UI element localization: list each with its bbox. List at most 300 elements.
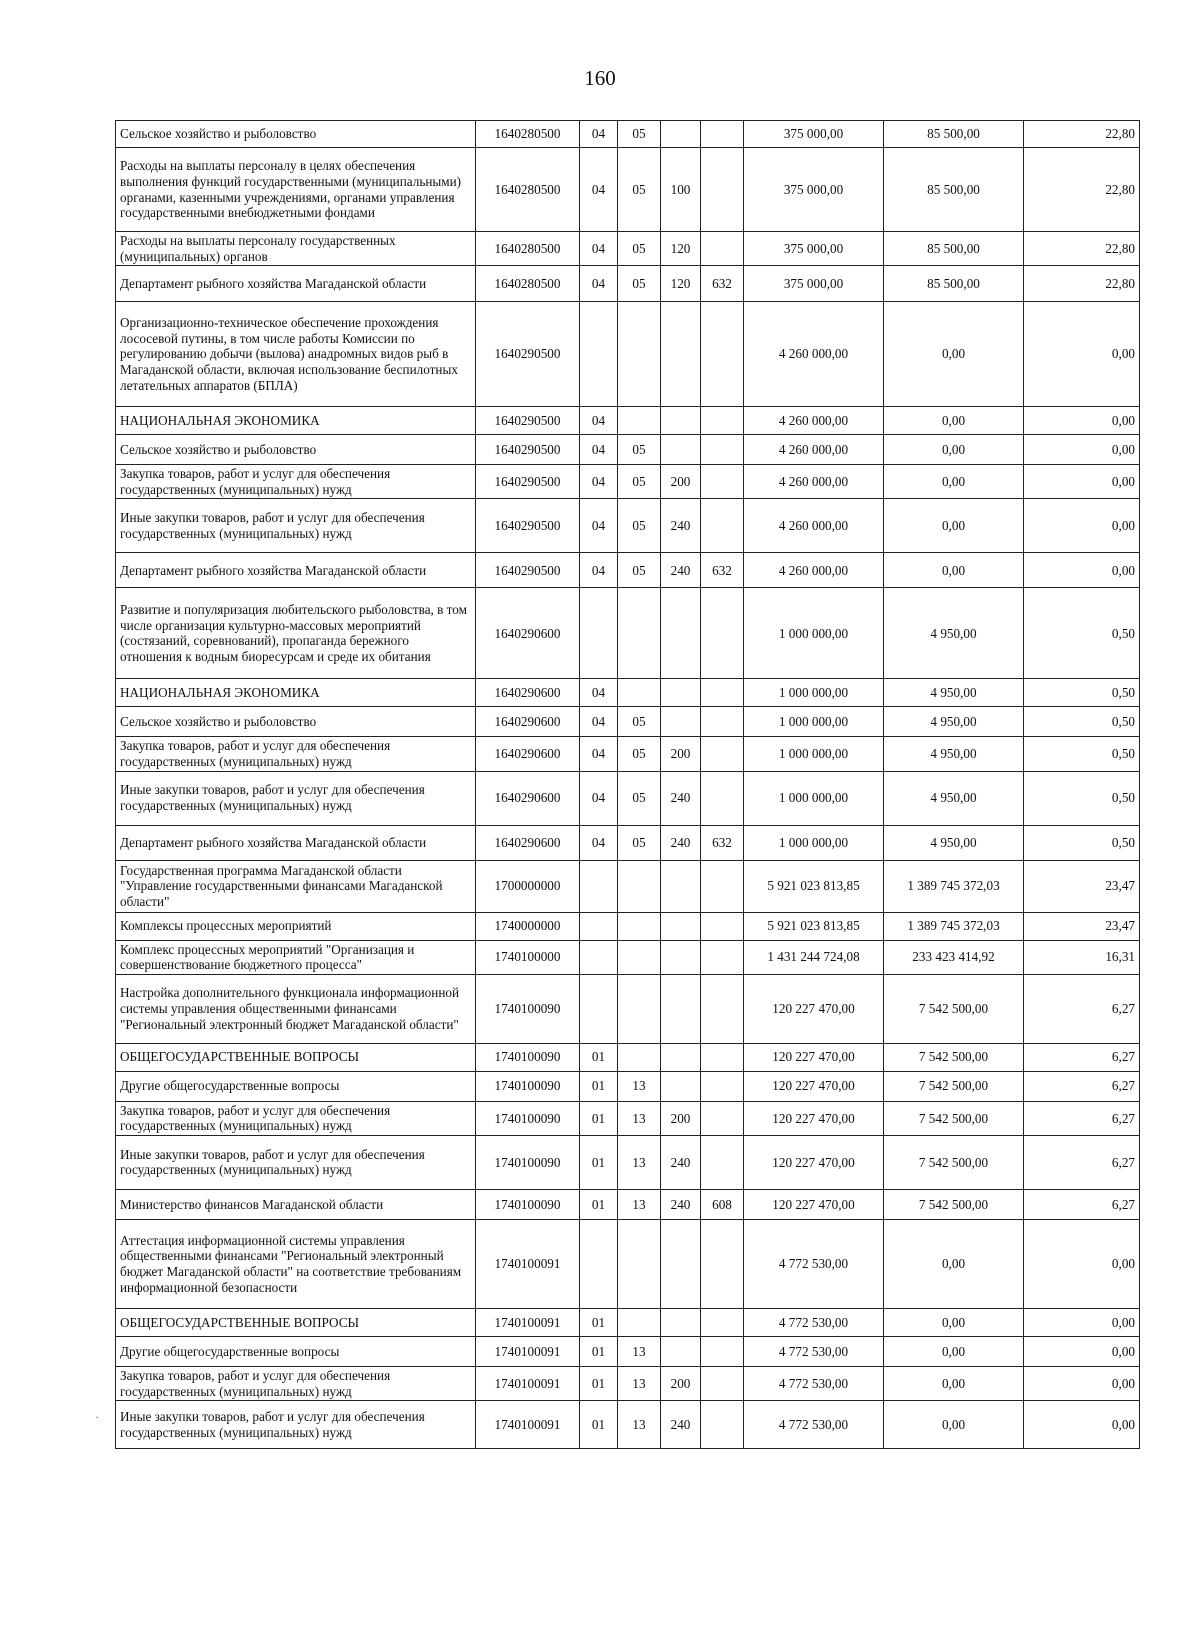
row-subsection — [618, 974, 661, 1043]
row-section — [580, 940, 618, 974]
row-planned-amount: 120 227 470,00 — [744, 974, 884, 1043]
row-section: 04 — [580, 553, 618, 588]
row-planned-amount: 1 000 000,00 — [744, 825, 884, 860]
row-name: Министерство финансов Магаданской области — [116, 1189, 476, 1219]
row-name: Комплексы процессных мероприятий — [116, 912, 476, 940]
row-planned-amount: 1 000 000,00 — [744, 707, 884, 737]
row-target-code: 1640290500 — [476, 435, 580, 465]
row-execution-percent: 6,27 — [1024, 1135, 1140, 1189]
table-row — [116, 1043, 1140, 1071]
row-target-code: 1740100091 — [476, 1308, 580, 1336]
row-admin-code — [701, 1401, 744, 1449]
row-admin-code — [701, 771, 744, 825]
row-execution-percent: 6,27 — [1024, 1101, 1140, 1135]
row-planned-amount: 4 260 000,00 — [744, 465, 884, 499]
row-actual-amount: 0,00 — [884, 465, 1024, 499]
row-expense-type — [661, 679, 701, 707]
row-planned-amount: 375 000,00 — [744, 121, 884, 148]
row-target-code: 1740100091 — [476, 1219, 580, 1308]
row-admin-code — [701, 1071, 744, 1101]
row-section: 04 — [580, 266, 618, 302]
row-execution-percent: 0,00 — [1024, 553, 1140, 588]
row-admin-code — [701, 1135, 744, 1189]
row-expense-type — [661, 1219, 701, 1308]
row-target-code: 1740100091 — [476, 1366, 580, 1400]
row-name: Сельское хозяйство и рыболовство — [116, 435, 476, 465]
row-section — [580, 588, 618, 679]
row-execution-percent: 0,50 — [1024, 737, 1140, 771]
row-subsection: 13 — [618, 1401, 661, 1449]
row-actual-amount: 85 500,00 — [884, 148, 1024, 232]
row-admin-code — [701, 679, 744, 707]
row-admin-code: 632 — [701, 553, 744, 588]
row-target-code: 1640290500 — [476, 302, 580, 407]
row-section: 04 — [580, 232, 618, 266]
row-section: 04 — [580, 407, 618, 435]
table-row — [116, 1336, 1140, 1366]
row-planned-amount: 4 260 000,00 — [744, 302, 884, 407]
row-expense-type: 240 — [661, 499, 701, 553]
table-row — [116, 588, 1140, 679]
row-execution-percent: 0,00 — [1024, 1401, 1140, 1449]
row-planned-amount: 4 260 000,00 — [744, 499, 884, 553]
row-section: 01 — [580, 1336, 618, 1366]
table-row — [116, 860, 1140, 912]
row-section: 01 — [580, 1189, 618, 1219]
row-planned-amount: 4 772 530,00 — [744, 1219, 884, 1308]
row-execution-percent: 0,00 — [1024, 1219, 1140, 1308]
row-admin-code — [701, 1366, 744, 1400]
row-admin-code — [701, 1101, 744, 1135]
row-target-code: 1640290500 — [476, 465, 580, 499]
row-target-code: 1740100090 — [476, 1101, 580, 1135]
row-section: 04 — [580, 435, 618, 465]
table-row — [116, 499, 1140, 553]
row-expense-type — [661, 588, 701, 679]
row-expense-type — [661, 435, 701, 465]
row-target-code: 1740100090 — [476, 974, 580, 1043]
row-planned-amount: 5 921 023 813,85 — [744, 912, 884, 940]
row-planned-amount: 120 227 470,00 — [744, 1189, 884, 1219]
row-admin-code — [701, 588, 744, 679]
row-section: 01 — [580, 1366, 618, 1400]
row-planned-amount: 375 000,00 — [744, 232, 884, 266]
row-subsection — [618, 588, 661, 679]
row-admin-code — [701, 1336, 744, 1366]
row-subsection — [618, 679, 661, 707]
row-execution-percent: 0,50 — [1024, 707, 1140, 737]
table-row — [116, 707, 1140, 737]
row-admin-code: 632 — [701, 266, 744, 302]
row-admin-code — [701, 499, 744, 553]
table-row — [116, 1308, 1140, 1336]
row-section — [580, 974, 618, 1043]
row-subsection: 05 — [618, 232, 661, 266]
row-name: Другие общегосударственные вопросы — [116, 1336, 476, 1366]
row-admin-code — [701, 121, 744, 148]
scan-mark: . — [96, 1410, 99, 1421]
table-row — [116, 302, 1140, 407]
row-actual-amount: 0,00 — [884, 1219, 1024, 1308]
row-name: Организационно-техническое обеспечение прохождения лососевой путины, в том числе работы Комиссии по регулированию добычи (вылова) анадромных видов рыб в Магаданской области, включая использование беспилотных летательных аппаратов (БПЛА) — [116, 302, 476, 407]
row-actual-amount: 85 500,00 — [884, 121, 1024, 148]
row-actual-amount: 4 950,00 — [884, 771, 1024, 825]
row-name: Иные закупки товаров, работ и услуг для обеспечения государственных (муниципальных) нужд — [116, 499, 476, 553]
row-section: 04 — [580, 121, 618, 148]
row-expense-type — [661, 1071, 701, 1101]
row-actual-amount: 7 542 500,00 — [884, 974, 1024, 1043]
row-name: Сельское хозяйство и рыболовство — [116, 121, 476, 148]
row-section: 01 — [580, 1308, 618, 1336]
row-target-code: 1640290600 — [476, 737, 580, 771]
row-actual-amount: 7 542 500,00 — [884, 1189, 1024, 1219]
row-name: Иные закупки товаров, работ и услуг для обеспечения государственных (муниципальных) нужд — [116, 1135, 476, 1189]
row-actual-amount: 0,00 — [884, 1401, 1024, 1449]
row-section — [580, 860, 618, 912]
row-target-code: 1740100091 — [476, 1336, 580, 1366]
table-row — [116, 737, 1140, 771]
row-name: Развитие и популяризация любительского рыболовства, в том числе организация культурно-массовых мероприятий (состязаний, соревнований), пропаганда бережного отношения к водным биоресурсам и среде их обитания — [116, 588, 476, 679]
row-execution-percent: 0,50 — [1024, 771, 1140, 825]
row-name: Другие общегосударственные вопросы — [116, 1071, 476, 1101]
row-name: Закупка товаров, работ и услуг для обеспечения государственных (муниципальных) нужд — [116, 465, 476, 499]
row-admin-code — [701, 302, 744, 407]
row-name: Расходы на выплаты персоналу государственных (муниципальных) органов — [116, 232, 476, 266]
row-target-code: 1740100090 — [476, 1043, 580, 1071]
row-name: Иные закупки товаров, работ и услуг для обеспечения государственных (муниципальных) нужд — [116, 771, 476, 825]
row-subsection — [618, 912, 661, 940]
row-expense-type — [661, 912, 701, 940]
table-row — [116, 771, 1140, 825]
row-planned-amount: 375 000,00 — [744, 266, 884, 302]
row-expense-type: 200 — [661, 1366, 701, 1400]
row-section: 01 — [580, 1071, 618, 1101]
row-expense-type: 240 — [661, 1189, 701, 1219]
row-target-code: 1640280500 — [476, 148, 580, 232]
row-subsection: 05 — [618, 825, 661, 860]
row-subsection: 05 — [618, 553, 661, 588]
row-actual-amount: 4 950,00 — [884, 737, 1024, 771]
row-subsection: 05 — [618, 737, 661, 771]
row-planned-amount: 5 921 023 813,85 — [744, 860, 884, 912]
table-row — [116, 121, 1140, 148]
row-admin-code: 608 — [701, 1189, 744, 1219]
row-planned-amount: 120 227 470,00 — [744, 1043, 884, 1071]
row-name: ОБЩЕГОСУДАРСТВЕННЫЕ ВОПРОСЫ — [116, 1308, 476, 1336]
row-section: 04 — [580, 148, 618, 232]
row-admin-code — [701, 1308, 744, 1336]
row-subsection: 13 — [618, 1189, 661, 1219]
row-actual-amount: 4 950,00 — [884, 825, 1024, 860]
row-execution-percent: 22,80 — [1024, 121, 1140, 148]
row-expense-type — [661, 1336, 701, 1366]
row-execution-percent: 22,80 — [1024, 266, 1140, 302]
row-expense-type — [661, 707, 701, 737]
row-execution-percent: 0,00 — [1024, 499, 1140, 553]
row-subsection — [618, 1219, 661, 1308]
row-expense-type: 200 — [661, 1101, 701, 1135]
row-execution-percent: 0,00 — [1024, 1308, 1140, 1336]
row-actual-amount: 4 950,00 — [884, 588, 1024, 679]
row-section: 04 — [580, 679, 618, 707]
row-execution-percent: 16,31 — [1024, 940, 1140, 974]
row-subsection: 05 — [618, 707, 661, 737]
row-target-code: 1640280500 — [476, 266, 580, 302]
row-expense-type — [661, 407, 701, 435]
table-row — [116, 1101, 1140, 1135]
table-row — [116, 407, 1140, 435]
row-section: 04 — [580, 707, 618, 737]
row-name: Департамент рыбного хозяйства Магаданской области — [116, 553, 476, 588]
row-subsection — [618, 1043, 661, 1071]
row-section — [580, 302, 618, 407]
row-expense-type: 120 — [661, 266, 701, 302]
row-subsection — [618, 1308, 661, 1336]
row-admin-code — [701, 974, 744, 1043]
row-execution-percent: 0,00 — [1024, 302, 1140, 407]
row-expense-type — [661, 860, 701, 912]
row-target-code: 1740000000 — [476, 912, 580, 940]
row-target-code: 1640280500 — [476, 121, 580, 148]
row-planned-amount: 120 227 470,00 — [744, 1071, 884, 1101]
row-section: 04 — [580, 825, 618, 860]
row-execution-percent: 0,00 — [1024, 1336, 1140, 1366]
row-admin-code — [701, 407, 744, 435]
row-name: Расходы на выплаты персоналу в целях обеспечения выполнения функций государственными (муниципальными) органами, казенными учреждениями, органами управления государственными внебюджетными фондами — [116, 148, 476, 232]
row-planned-amount: 1 000 000,00 — [744, 737, 884, 771]
row-planned-amount: 120 227 470,00 — [744, 1101, 884, 1135]
row-name: Департамент рыбного хозяйства Магаданской области — [116, 266, 476, 302]
row-planned-amount: 4 772 530,00 — [744, 1401, 884, 1449]
row-planned-amount: 4 260 000,00 — [744, 553, 884, 588]
table-row — [116, 465, 1140, 499]
row-target-code: 1640290600 — [476, 679, 580, 707]
row-planned-amount: 4 260 000,00 — [744, 407, 884, 435]
row-name: Иные закупки товаров, работ и услуг для обеспечения государственных (муниципальных) нужд — [116, 1401, 476, 1449]
row-name: Комплекс процессных мероприятий "Организация и совершенствование бюджетного процесса" — [116, 940, 476, 974]
row-actual-amount: 7 542 500,00 — [884, 1043, 1024, 1071]
row-actual-amount: 85 500,00 — [884, 232, 1024, 266]
row-actual-amount: 1 389 745 372,03 — [884, 912, 1024, 940]
row-subsection: 05 — [618, 121, 661, 148]
row-execution-percent: 0,00 — [1024, 435, 1140, 465]
row-subsection — [618, 940, 661, 974]
row-target-code: 1640290500 — [476, 553, 580, 588]
row-admin-code: 632 — [701, 825, 744, 860]
row-subsection: 13 — [618, 1101, 661, 1135]
table-row — [116, 232, 1140, 266]
row-actual-amount: 85 500,00 — [884, 266, 1024, 302]
row-target-code: 1740100000 — [476, 940, 580, 974]
row-section — [580, 912, 618, 940]
row-name: Сельское хозяйство и рыболовство — [116, 707, 476, 737]
table-row — [116, 912, 1140, 940]
table-row — [116, 1401, 1140, 1449]
row-actual-amount: 233 423 414,92 — [884, 940, 1024, 974]
row-name: Закупка товаров, работ и услуг для обеспечения государственных (муниципальных) нужд — [116, 1101, 476, 1135]
row-target-code: 1740100090 — [476, 1135, 580, 1189]
row-expense-type: 240 — [661, 553, 701, 588]
row-expense-type: 200 — [661, 465, 701, 499]
row-admin-code — [701, 465, 744, 499]
row-execution-percent: 0,00 — [1024, 407, 1140, 435]
row-planned-amount: 4 772 530,00 — [744, 1308, 884, 1336]
table-row — [116, 148, 1140, 232]
row-execution-percent: 23,47 — [1024, 912, 1140, 940]
budget-table — [115, 120, 1140, 1449]
row-section — [580, 1219, 618, 1308]
row-subsection: 05 — [618, 266, 661, 302]
row-target-code: 1640290600 — [476, 771, 580, 825]
row-name: ОБЩЕГОСУДАРСТВЕННЫЕ ВОПРОСЫ — [116, 1043, 476, 1071]
row-target-code: 1640290500 — [476, 499, 580, 553]
row-name: Аттестация информационной системы управления общественными финансами "Региональный электронный бюджет Магаданской области" на соответствие требованиям информационной безопасности — [116, 1219, 476, 1308]
row-subsection: 13 — [618, 1336, 661, 1366]
row-admin-code — [701, 148, 744, 232]
row-target-code: 1640290600 — [476, 825, 580, 860]
row-subsection — [618, 860, 661, 912]
table-row — [116, 1366, 1140, 1400]
row-section: 01 — [580, 1043, 618, 1071]
page-number: 160 — [584, 66, 616, 90]
row-section: 04 — [580, 465, 618, 499]
row-subsection: 05 — [618, 435, 661, 465]
table-row — [116, 1135, 1140, 1189]
table-row — [116, 974, 1140, 1043]
table-row — [116, 1189, 1140, 1219]
row-planned-amount: 4 772 530,00 — [744, 1336, 884, 1366]
row-actual-amount: 4 950,00 — [884, 707, 1024, 737]
row-target-code: 1640290600 — [476, 588, 580, 679]
row-name: Государственная программа Магаданской области "Управление государственными финансами Магаданской области" — [116, 860, 476, 912]
row-execution-percent: 6,27 — [1024, 1043, 1140, 1071]
row-planned-amount: 1 431 244 724,08 — [744, 940, 884, 974]
row-name: Департамент рыбного хозяйства Магаданской области — [116, 825, 476, 860]
row-expense-type — [661, 1308, 701, 1336]
table-row — [116, 1071, 1140, 1101]
row-target-code: 1640290500 — [476, 407, 580, 435]
row-execution-percent: 22,80 — [1024, 148, 1140, 232]
row-execution-percent: 6,27 — [1024, 1189, 1140, 1219]
row-actual-amount: 4 950,00 — [884, 679, 1024, 707]
row-execution-percent: 22,80 — [1024, 232, 1140, 266]
row-actual-amount: 7 542 500,00 — [884, 1101, 1024, 1135]
row-name: НАЦИОНАЛЬНАЯ ЭКОНОМИКА — [116, 679, 476, 707]
row-section: 04 — [580, 737, 618, 771]
row-section: 01 — [580, 1401, 618, 1449]
row-actual-amount: 0,00 — [884, 302, 1024, 407]
row-expense-type: 240 — [661, 825, 701, 860]
row-expense-type: 240 — [661, 771, 701, 825]
row-admin-code — [701, 912, 744, 940]
row-actual-amount: 0,00 — [884, 435, 1024, 465]
row-section: 04 — [580, 499, 618, 553]
row-admin-code — [701, 940, 744, 974]
table-row — [116, 435, 1140, 465]
row-planned-amount: 1 000 000,00 — [744, 771, 884, 825]
row-section: 01 — [580, 1101, 618, 1135]
row-admin-code — [701, 707, 744, 737]
row-section: 04 — [580, 771, 618, 825]
table-row — [116, 553, 1140, 588]
row-planned-amount: 1 000 000,00 — [744, 679, 884, 707]
table-row — [116, 940, 1140, 974]
row-execution-percent: 0,50 — [1024, 679, 1140, 707]
row-admin-code — [701, 232, 744, 266]
row-section: 01 — [580, 1135, 618, 1189]
row-expense-type — [661, 302, 701, 407]
row-execution-percent: 6,27 — [1024, 974, 1140, 1043]
row-target-code: 1740100090 — [476, 1189, 580, 1219]
row-planned-amount: 120 227 470,00 — [744, 1135, 884, 1189]
row-planned-amount: 4 260 000,00 — [744, 435, 884, 465]
row-subsection: 05 — [618, 771, 661, 825]
row-expense-type — [661, 940, 701, 974]
row-expense-type — [661, 1043, 701, 1071]
row-target-code: 1640280500 — [476, 232, 580, 266]
row-expense-type: 100 — [661, 148, 701, 232]
table-body — [116, 121, 1140, 1449]
row-subsection — [618, 302, 661, 407]
row-execution-percent: 23,47 — [1024, 860, 1140, 912]
row-subsection: 13 — [618, 1135, 661, 1189]
table-row — [116, 266, 1140, 302]
row-subsection — [618, 407, 661, 435]
row-admin-code — [701, 1043, 744, 1071]
row-actual-amount: 7 542 500,00 — [884, 1135, 1024, 1189]
row-target-code: 1640290600 — [476, 707, 580, 737]
row-actual-amount: 7 542 500,00 — [884, 1071, 1024, 1101]
row-execution-percent: 0,00 — [1024, 465, 1140, 499]
row-subsection: 13 — [618, 1366, 661, 1400]
row-actual-amount: 0,00 — [884, 1308, 1024, 1336]
row-admin-code — [701, 737, 744, 771]
row-target-code: 1740100090 — [476, 1071, 580, 1101]
row-target-code: 1740100091 — [476, 1401, 580, 1449]
row-subsection: 05 — [618, 148, 661, 232]
row-planned-amount: 4 772 530,00 — [744, 1366, 884, 1400]
row-expense-type — [661, 974, 701, 1043]
row-expense-type: 120 — [661, 232, 701, 266]
row-admin-code — [701, 860, 744, 912]
row-name: Закупка товаров, работ и услуг для обеспечения государственных (муниципальных) нужд — [116, 737, 476, 771]
row-name: Настройка дополнительного функционала информационной системы управления общественными финансами "Региональный электронный бюджет Магаданской области" — [116, 974, 476, 1043]
row-planned-amount: 375 000,00 — [744, 148, 884, 232]
row-subsection: 05 — [618, 499, 661, 553]
row-execution-percent: 6,27 — [1024, 1071, 1140, 1101]
row-target-code: 1700000000 — [476, 860, 580, 912]
row-execution-percent: 0,00 — [1024, 1366, 1140, 1400]
row-actual-amount: 0,00 — [884, 1366, 1024, 1400]
row-expense-type: 240 — [661, 1401, 701, 1449]
row-expense-type: 240 — [661, 1135, 701, 1189]
row-actual-amount: 1 389 745 372,03 — [884, 860, 1024, 912]
row-name: НАЦИОНАЛЬНАЯ ЭКОНОМИКА — [116, 407, 476, 435]
row-admin-code — [701, 435, 744, 465]
table-row — [116, 1219, 1140, 1308]
table-row — [116, 825, 1140, 860]
row-subsection: 05 — [618, 465, 661, 499]
row-actual-amount: 0,00 — [884, 499, 1024, 553]
row-subsection: 13 — [618, 1071, 661, 1101]
table-row — [116, 679, 1140, 707]
row-actual-amount: 0,00 — [884, 553, 1024, 588]
row-actual-amount: 0,00 — [884, 1336, 1024, 1366]
row-actual-amount: 0,00 — [884, 407, 1024, 435]
row-admin-code — [701, 1219, 744, 1308]
row-name: Закупка товаров, работ и услуг для обеспечения государственных (муниципальных) нужд — [116, 1366, 476, 1400]
row-expense-type — [661, 121, 701, 148]
